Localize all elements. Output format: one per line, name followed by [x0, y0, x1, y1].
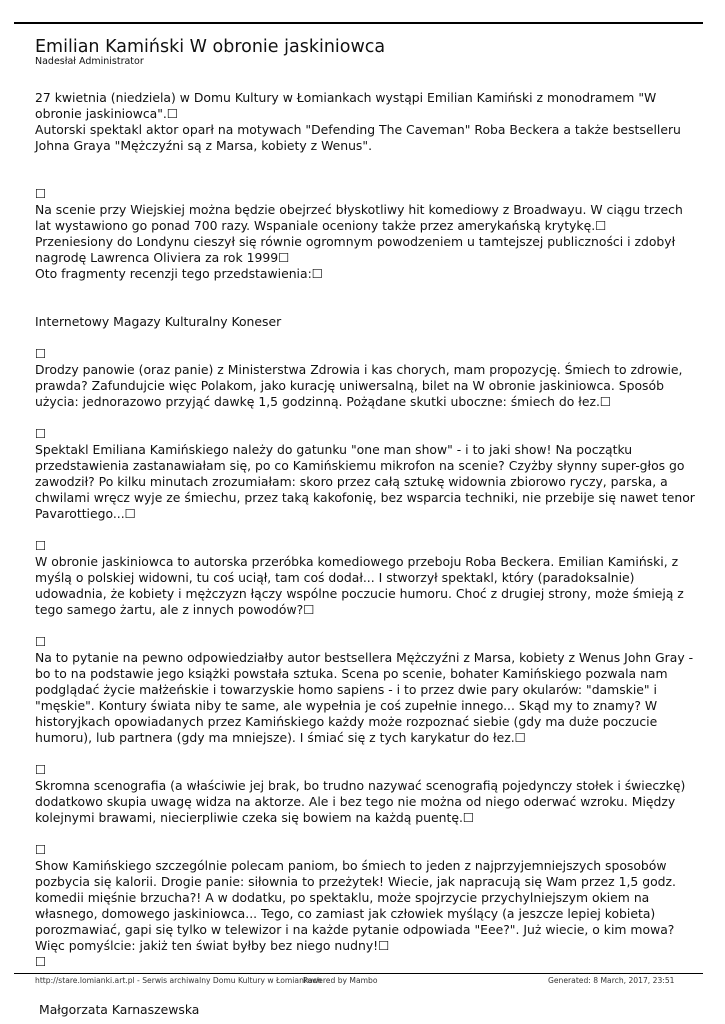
author-line: Nadesłał Administrator [35, 56, 144, 67]
box-glyph: ☐ [35, 186, 47, 201]
intro-paragraph-1: 27 kwietnia (niedziela) w Domu Kultury w Łomiankach wystąpi Emilian Kamiński z monodramem "W obronie jaskiniowca".☐ [35, 90, 657, 121]
box-glyph: ☐ [35, 954, 47, 969]
intro-paragraph-2: Autorski spektakl aktor oparł na motywach "Defending The Caveman" Roba Beckera a także bestselleru Johna Graya "Mężczyźni są z Marsa, kobiety z Wenus". [35, 122, 681, 153]
review-paragraph-4: Na to pytanie na pewno odpowiedziałby autor bestsellera Mężczyźni z Marsa, kobiety z Wenus John Gray - bo to na podstawie jego książki powstała sztuka. Scena po scenie, bohater Kamińskiego pozwala nam podglądać życie małżeńskie i towarzyskie homo sapiens - i to przez dwie pary okularów: "damskie" i "męskie". Kontury świata niby te same, ale wypełnia je coś zupełnie innego... Skąd my to znamy? W historyjkach opowiadanych przez Kamińskiego każdy może rozpoznać siebie (gdy ma duże poczucie humoru), lub partnera (gdy ma mniejsze). I śmiać się z tych karykatur do łez.☐ [35, 650, 694, 745]
box-glyph: ☐ [35, 538, 47, 553]
review-source: Internetowy Magazy Kulturalny Koneser [35, 314, 282, 329]
review-paragraph-2: Spektakl Emiliana Kamińskiego należy do gatunku "one man show" - i to jaki show! Na początku przedstawienia zastanawiałam się, po co Kamińskiemu mikrofon na scenie? Czyżby słynny super-głos go zawodził? Po kilku minutach zrozumiałam: skoro przez całą sztukę widownia zbiorowo ryczy, parska, a chwilami wręcz wyje ze śmiechu, przez taką kakofonię, bez wsparcia techniki, nie przebije się nawet tenor Pavarottiego...☐ [35, 442, 695, 521]
review-paragraph-6: Show Kamińskiego szczególnie polecam paniom, bo śmiech to jeden z najprzyjemniejszych sposobów pozbycia się kalorii. Drogie panie: siłownia to przeżytek! Wiecie, jak napracują się Wam przez 1,5 godz. komedii mięśnie brzucha?! A w dodatku, po spektaklu, może spojrzycie przychylniejszym okiem na własnego, domowego jaskiniowca... Tego, co zamiast jak człowiek myślący (a jeszcze lepiej kobieta) porozmawiać, gapi się tylko w telewizor i na każde pytanie odpowiada "Eee?". Już wiecie, o kim mowa? Więc pomyślcie: jakiż ten świat byłby bez niego nudny!☐ [35, 858, 676, 953]
broadway-paragraph: Na scenie przy Wiejskiej można będzie obejrzeć błyskotliwy hit komediowy z Broadwayu. W ciągu trzech lat wystawiono go ponad 700 razy. Wspaniale oceniony także przez amerykańską krytykę.☐ [35, 202, 683, 233]
review-paragraph-3: W obronie jaskiniowca to autorska przeróbka komediowego przeboju Roba Beckera. Emilian Kamiński, z myślą o polskiej widowni, tu coś uciął, tam coś dodał... I stworzył spektakl, który (paradoksalnie) udowadnia, że kobiety i mężczyzn łączy wspólne poczucie humoru. Choć z drugiej strony, może śmieją z tego samego żartu, ale z innych powodów?☐ [35, 554, 684, 617]
reviews-intro: Oto fragmenty recenzji tego przedstawienia:☐ [35, 266, 323, 281]
box-glyph: ☐ [35, 634, 47, 649]
footer-powered: Powered by Mambo [303, 976, 378, 985]
box-glyph: ☐ [35, 842, 47, 857]
box-glyph: ☐ [35, 346, 47, 361]
review-paragraph-1: Drodzy panowie (oraz panie) z Ministerstwa Zdrowia i kas chorych, mam propozycję. Śmiech to zdrowie, prawda? Zafundujcie więc Polakom, jako kurację uniwersalną, bilet na W obronie jaskiniowca. Sposób użycia: jednorazowo przyjąć dawkę 1,5 godzinną. Pożądane skutki uboczne: śmiech do łez.☐ [35, 362, 683, 409]
top-rule [14, 22, 703, 24]
box-glyph: ☐ [35, 426, 47, 441]
article-body [35, 90, 695, 1018]
box-glyph: ☐ [35, 762, 47, 777]
page-title: Emilian Kamiński W obronie jaskiniowca [35, 37, 386, 57]
footer-rule [14, 973, 703, 974]
review-paragraph-5: Skromna scenografia (a właściwie jej brak, bo trudno nazywać scenografią pojedynczy stołek i świeczkę) dodatkowo skupia uwagę widza na aktorze. Ale i bez tego nie można od niego oderwać wzroku. Między kolejnymi brawami, niecierpliwie czeka się bowiem na każdą puentę.☐ [35, 778, 686, 825]
author-signature: Małgorzata Karnaszewska [39, 1002, 200, 1017]
footer-url: http://stare.lomianki.art.pl - Serwis archiwalny Domu Kultury w Łomiankach [35, 976, 322, 985]
footer-generated: Generated: 8 March, 2017, 23:51 [548, 976, 675, 985]
london-paragraph: Przeniesiony do Londynu cieszył się równie ogromnym powodzeniem u tamtejszej publiczności i zdobył nagrodę Lawrenca Oliviera za rok 1999☐ [35, 234, 676, 265]
